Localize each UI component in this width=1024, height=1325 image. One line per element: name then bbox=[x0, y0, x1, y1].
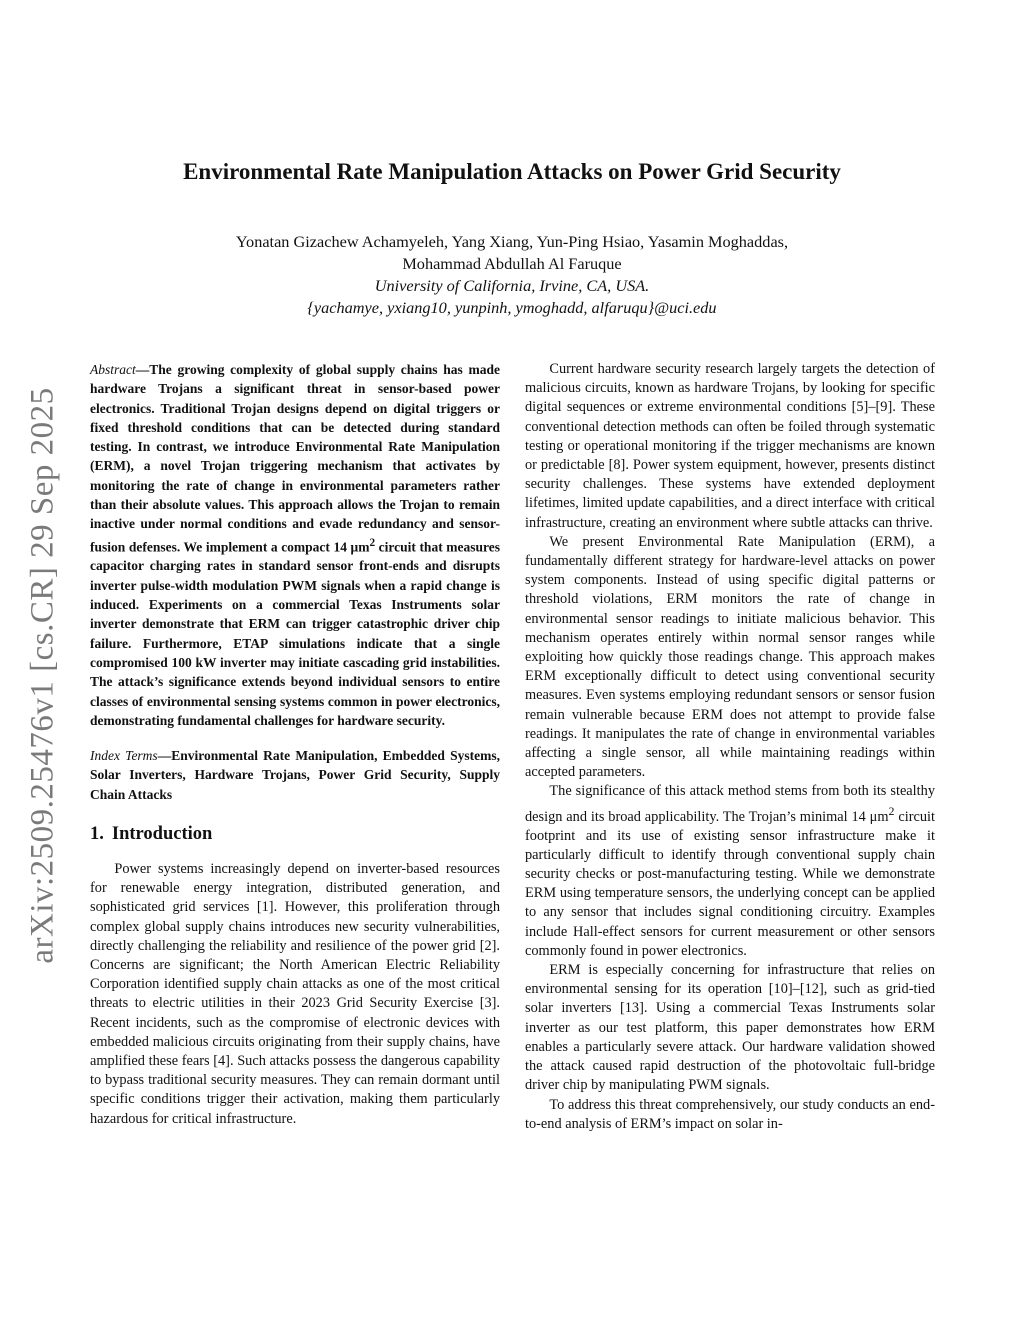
index-terms-label: Index Terms bbox=[90, 748, 158, 764]
author-emails: {yachamye, yxiang10, yunpinh, ymoghadd, alfaruqu}@uci.edu bbox=[307, 298, 717, 317]
left-column bbox=[90, 360, 500, 1129]
arxiv-stamp bbox=[14, 385, 72, 965]
section-heading bbox=[90, 822, 500, 846]
body-paragraph-2: We present Environmental Rate Manipulation (ERM), a fundamentally different strategy for hardware-level attacks on power system components. Instead of using specific digital patterns or threshold violations, ERM monitors the rate of change in environmental sensor readings to initiate malicious behavior. This mechanism operates entirely within normal sensor ranges while exploiting how quickly those readings change. This approach makes ERM exceptionally difficult to detect using conventional security measures. Even systems employing redundant sensors or sensor fusion remain vulnerable because ERM does not attempt to provide false readings. It manipulates the rate of change in environmental variables affecting a single sensor, all while maintaining readings within accepted parameters. bbox=[525, 533, 935, 781]
abstract-superscript: 2 bbox=[369, 536, 376, 549]
arxiv-stamp-text: arXiv:2509.25476v1 [cs.CR] 29 Sep 2025 bbox=[24, 386, 61, 964]
index-terms-text: —Environmental Rate Manipulation, Embedded Systems, Solar Inverters, Hardware Trojans, Power Grid Security, Supply Chain Attacks bbox=[90, 748, 500, 802]
body-paragraph-4: ERM is especially concerning for infrastructure that relies on environmental sensing for its operation [10]–[12], such as grid-tied solar inverters [13]. Using a commercial Texas Instruments solar inverter as our test platform, this paper demonstrates how ERM enables a particularly severe attack. Our hardware validation showed the attack caused rapid destruction of the photovoltaic full-bridge driver chip by manipulating PWM signals. bbox=[525, 962, 935, 1094]
authors-line-1: Yonatan Gizachew Achamyeleh, Yang Xiang, Yun-Ping Hsiao, Yasamin Moghaddas, bbox=[235, 232, 789, 251]
section-title: Introduction bbox=[111, 824, 213, 845]
body-paragraph-3-part-1: The significance of this attack method stems from both its stealthy design and its broad applicability. The Trojan’s minimal 14 μm bbox=[525, 783, 935, 825]
affiliation: University of California, Irvine, CA, USA. bbox=[374, 276, 650, 295]
paper-title: Environmental Rate Manipulation Attacks on Power Grid Security bbox=[183, 159, 841, 184]
right-column bbox=[525, 360, 935, 1134]
section-number: 1. bbox=[90, 824, 104, 845]
index-terms bbox=[90, 746, 500, 804]
body-paragraph-3 bbox=[525, 782, 935, 961]
body-paragraph-5: To address this threat comprehensively, our study conducts an end-to-end analysis of ERM’s impact on solar in- bbox=[525, 1096, 935, 1132]
author-block bbox=[90, 231, 934, 319]
intro-paragraph: Power systems increasingly depend on inverter-based resources for renewable energy integration, distributed generation, and sophisticated grid services [1]. However, this proliferation through complex global supply chains introduces new security vulnerabilities, directly challenging the reliability and resilience of the power grid [2]. Concerns are significant; the North American Electric Reliability Corporation identified supply chain attacks as one of the most critical threats to electric utilities in their 2023 Grid Security Exercise [3]. Recent incidents, such as the compromise of electronic devices with embedded malicious circuits originating from their supply chains, have amplified these fears [4]. Such attacks possess the dangerous capability to bypass traditional security measures. They can remain dormant until specific conditions trigger their activation, making them particularly hazardous for critical infrastructure. bbox=[90, 861, 500, 1127]
abstract bbox=[90, 360, 500, 730]
body-paragraph-3-part-2: circuit footprint and its use of existing sensor infrastructure make it particularly difficult to identify through conventional supply chain security checks or post-manufacturing testing. While we demonstrate ERM using temperature sensors, the underlying concept can be applied to any sensor that includes signal conditioning circuitry. Examples include Hall-effect sensors for current measurement or other sensors commonly found in power electronics. bbox=[525, 808, 935, 959]
body-paragraph-3-superscript: 2 bbox=[888, 803, 895, 818]
abstract-text-2: circuit that measures capacitor charging rates in standard sensor front-ends and disrupts inverter pulse-width modulation PWM signals when a rapid change is induced. Experiments on a commercial Texas Instruments solar inverter demonstrate that ERM can trigger catastrophic driver chip failure. Furthermore, ETAP simulations indicate that a single compromised 100 kW inverter may initiate cascading grid instabilities. The attack’s significance extends beyond individual sensors to entire classes of environmental sensing systems common in power electronics, demonstrating fundamental challenges for hardware security. bbox=[90, 539, 500, 728]
authors-line-2: Mohammad Abdullah Al Faruque bbox=[402, 254, 622, 273]
abstract-text-1: —The growing complexity of global supply chains has made hardware Trojans a significant threat in sensor-based power electronics. Traditional Trojan designs depend on digital triggers or fixed threshold conditions that can be detected during standard testing. In contrast, we introduce Environmental Rate Manipulation (ERM), a novel Trojan triggering mechanism that activates by monitoring the rate of change in environmental parameters rather than their absolute values. This approach allows the Trojan to remain inactive under normal conditions and evade redundancy and sensor-fusion defenses. We implement a compact 14 μm bbox=[90, 362, 500, 555]
body-paragraph-1: Current hardware security research largely targets the detection of malicious circuits, known as hardware Trojans, by looking for specific digital sequences or extreme environmental conditions [5]–[9]. These conventional detection methods can often be foiled through systematic testing or operational monitoring if the trigger mechanisms are known or predictable [8]. Power system equipment, however, presents distinct security challenges. These systems have extended deployment lifetimes, limited update capabilities, and a direct interface with critical infrastructure, creating an environment where subtle attacks can thrive. bbox=[525, 361, 935, 531]
abstract-label: Abstract bbox=[90, 362, 136, 377]
